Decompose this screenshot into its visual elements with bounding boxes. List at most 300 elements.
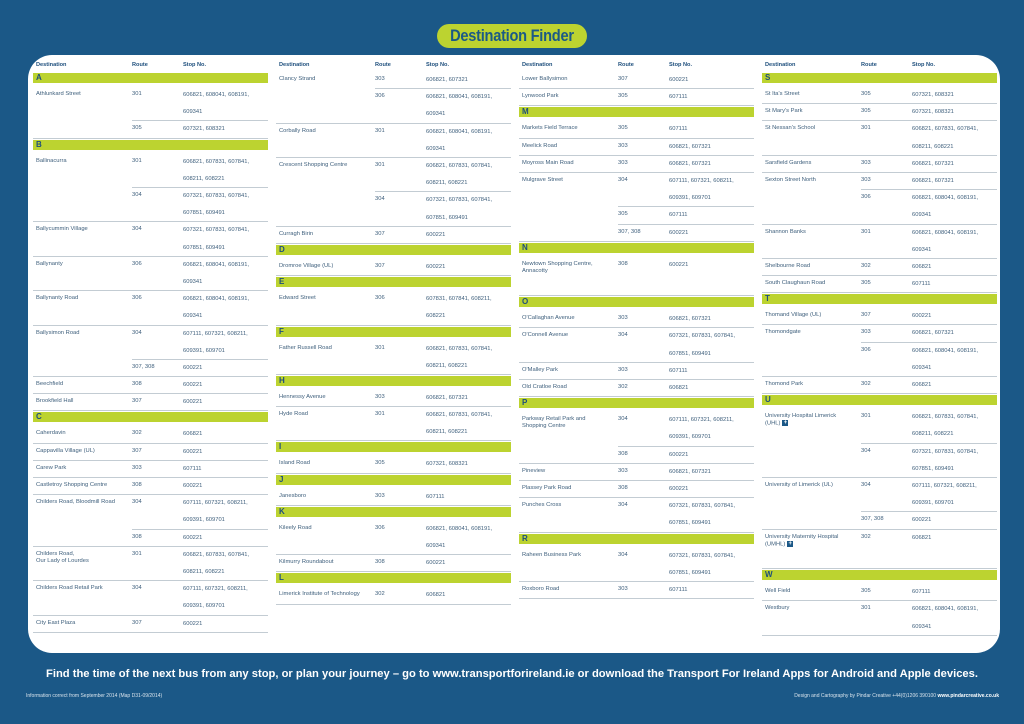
table-row[interactable] bbox=[519, 72, 754, 89]
destination-cell bbox=[519, 412, 618, 446]
stop-line: 606821, 607831, 607841, bbox=[912, 414, 979, 421]
stop-line: 607321, 607831, 607841, bbox=[669, 552, 736, 559]
destination-name: Ballinacurra bbox=[36, 157, 67, 164]
stop-line: 607111 bbox=[669, 212, 688, 219]
route-cell: 301 bbox=[861, 409, 912, 443]
table-row-continuation[interactable] bbox=[762, 343, 997, 377]
table-row-continuation[interactable] bbox=[519, 207, 754, 224]
route-cell: 301 bbox=[375, 158, 426, 192]
stop-line: 606821 bbox=[183, 431, 203, 438]
route-cell: 307 bbox=[861, 308, 912, 325]
stop-line: 608211, 608221 bbox=[426, 180, 468, 187]
stops-cell bbox=[183, 377, 268, 394]
destination-name: Lower Ballysimon bbox=[522, 76, 568, 82]
letter-heading: E bbox=[276, 277, 511, 287]
table-header bbox=[276, 58, 511, 72]
destination-name: Edward Street bbox=[279, 295, 316, 302]
table-row[interactable] bbox=[762, 325, 997, 342]
letter-heading: N bbox=[519, 243, 754, 253]
stops-cell bbox=[912, 409, 997, 443]
stop-line: 608211, 608221 bbox=[912, 143, 954, 150]
route-cell: 306 bbox=[375, 521, 426, 555]
route-cell: 307 bbox=[618, 72, 669, 89]
table-row-continuation[interactable] bbox=[33, 360, 268, 377]
table-row[interactable] bbox=[762, 259, 997, 276]
route-cell: 302 bbox=[618, 380, 669, 397]
route-cell: 303 bbox=[375, 489, 426, 506]
table-row[interactable] bbox=[762, 121, 997, 155]
destination-name: Ballynanty bbox=[36, 260, 63, 267]
stop-line: 606821, 607321 bbox=[669, 468, 711, 475]
stop-line: 607111, 607321, 608211, bbox=[183, 586, 248, 593]
hospital-icon: + bbox=[788, 540, 793, 547]
table-row[interactable] bbox=[33, 87, 268, 121]
stop-line: 600221 bbox=[183, 364, 203, 371]
stops-cell bbox=[912, 225, 997, 259]
hospital-icon: + bbox=[783, 420, 788, 427]
stops-cell bbox=[669, 412, 754, 446]
destination-cell bbox=[276, 521, 375, 555]
table-row[interactable] bbox=[762, 530, 997, 570]
destination-name: Brookfield Hall bbox=[36, 398, 74, 405]
table-row[interactable] bbox=[519, 481, 754, 498]
table-row[interactable] bbox=[33, 394, 268, 411]
stop-line: 607321, 607831, 607841, bbox=[183, 192, 250, 199]
letter-heading: H bbox=[276, 376, 511, 386]
stop-line: 606821, 608041, 608191, bbox=[183, 296, 250, 303]
destination-name: Island Road bbox=[279, 460, 310, 467]
destination-name: O'Malley Park bbox=[522, 366, 558, 373]
stop-line: 609341 bbox=[426, 145, 446, 152]
letter-heading: K bbox=[276, 507, 511, 517]
table-row[interactable] bbox=[33, 478, 268, 495]
header-route: Route bbox=[375, 62, 391, 68]
table-row[interactable] bbox=[762, 478, 997, 512]
destination-cell bbox=[276, 259, 375, 276]
stop-line: 609341 bbox=[912, 246, 932, 253]
table-row-continuation[interactable] bbox=[33, 188, 268, 222]
stop-line: 607111 bbox=[912, 281, 931, 288]
destination-cell bbox=[762, 87, 861, 104]
table-row[interactable] bbox=[762, 308, 997, 325]
route-cell: 307 bbox=[132, 616, 183, 633]
letter-heading: A bbox=[33, 73, 268, 83]
destination-name: University Maternity Hospital bbox=[765, 533, 839, 540]
destination-name: Father Russell Road bbox=[279, 344, 332, 351]
table-row-continuation[interactable] bbox=[33, 530, 268, 547]
destination-cell bbox=[762, 156, 861, 173]
stops-cell bbox=[426, 521, 511, 555]
stops-cell bbox=[669, 207, 754, 224]
stops-cell bbox=[426, 227, 511, 244]
destination-name: O'Callaghan Avenue bbox=[522, 315, 575, 322]
stop-line: 600221 bbox=[183, 534, 203, 541]
stop-line: 607321, 607831, 607841, bbox=[426, 197, 493, 204]
stop-line: 607111, 607321, 608211, bbox=[912, 483, 977, 490]
table-row[interactable] bbox=[519, 311, 754, 328]
table-row[interactable] bbox=[762, 87, 997, 104]
stops-cell bbox=[669, 582, 754, 599]
table-row[interactable] bbox=[762, 173, 997, 190]
destination-name: Roxboro Road bbox=[522, 585, 560, 592]
stop-line: 607851, 609491 bbox=[912, 465, 954, 472]
destination-name-line2: Shopping Centre bbox=[522, 423, 566, 430]
route-cell: 307 bbox=[375, 259, 426, 276]
table-row[interactable] bbox=[33, 377, 268, 394]
stops-cell bbox=[426, 587, 511, 604]
destination-cell bbox=[33, 616, 132, 633]
stop-line: 607321, 607831, 607841, bbox=[669, 503, 736, 510]
stops-cell bbox=[912, 276, 997, 293]
table-row[interactable] bbox=[276, 521, 511, 555]
route-cell: 301 bbox=[132, 547, 183, 581]
stops-cell bbox=[912, 325, 997, 342]
route-cell: 303 bbox=[618, 363, 669, 380]
destination-cell bbox=[276, 89, 375, 123]
stop-line: 600221 bbox=[183, 483, 203, 490]
table-row[interactable] bbox=[276, 390, 511, 407]
route-cell: 303 bbox=[861, 173, 912, 190]
destination-name: Old Cratloe Road bbox=[522, 384, 567, 391]
table-row[interactable] bbox=[762, 377, 997, 394]
stop-line: 607851, 609491 bbox=[669, 350, 711, 357]
stop-line: 606821 bbox=[669, 385, 689, 392]
destination-name: St Ita's Street bbox=[765, 91, 800, 97]
stops-cell bbox=[183, 291, 268, 325]
destination-cell bbox=[762, 325, 861, 342]
stop-line: 600221 bbox=[912, 313, 932, 320]
table-row[interactable] bbox=[276, 124, 511, 158]
destination-cell bbox=[762, 444, 861, 478]
table-row-continuation[interactable] bbox=[33, 121, 268, 138]
stops-cell bbox=[912, 343, 997, 377]
destination-cell bbox=[519, 72, 618, 89]
route-cell: 304 bbox=[132, 222, 183, 256]
stops-cell bbox=[183, 360, 268, 377]
table-row[interactable] bbox=[276, 72, 511, 89]
stops-cell bbox=[183, 394, 268, 411]
table-row[interactable] bbox=[33, 581, 268, 615]
stop-line: 608211, 608221 bbox=[426, 429, 468, 436]
destination-cell bbox=[276, 124, 375, 158]
table-row[interactable] bbox=[762, 601, 997, 635]
destination-cell bbox=[519, 311, 618, 328]
destination-name: University of Limerick (UL) bbox=[765, 482, 833, 489]
destination-cell bbox=[519, 257, 618, 297]
table-row[interactable] bbox=[33, 326, 268, 360]
route-cell: 306 bbox=[132, 257, 183, 291]
stop-line: 607321, 607831, 607841, bbox=[669, 333, 736, 340]
stop-line: 600221 bbox=[183, 382, 203, 389]
table-row-continuation[interactable] bbox=[276, 89, 511, 123]
table-row[interactable] bbox=[519, 548, 754, 582]
table-row[interactable] bbox=[33, 444, 268, 461]
destination-name: St Mary's Park bbox=[765, 108, 803, 115]
route-cell: 301 bbox=[861, 121, 912, 155]
table-row[interactable] bbox=[276, 456, 511, 473]
credit-url[interactable]: www.pindarcreative.co.uk bbox=[937, 693, 999, 699]
table-row[interactable] bbox=[276, 587, 511, 604]
table-row[interactable] bbox=[33, 426, 268, 443]
destination-cell bbox=[519, 481, 618, 498]
table-row[interactable] bbox=[762, 104, 997, 121]
destination-name: Kilmurry Roundabout bbox=[279, 559, 334, 566]
destination-cell bbox=[762, 173, 861, 190]
route-cell: 303 bbox=[618, 156, 669, 173]
table-row[interactable] bbox=[519, 582, 754, 599]
table-row[interactable] bbox=[519, 412, 754, 446]
stops-cell bbox=[912, 530, 997, 570]
stops-cell bbox=[669, 328, 754, 362]
destination-name: Shannon Banks bbox=[765, 228, 806, 235]
table-row[interactable] bbox=[33, 495, 268, 529]
route-cell: 303 bbox=[861, 325, 912, 342]
table-row[interactable] bbox=[519, 89, 754, 106]
route-cell: 308 bbox=[132, 478, 183, 495]
stop-line: 600221 bbox=[183, 620, 203, 627]
table-row[interactable] bbox=[276, 555, 511, 572]
header-route: Route bbox=[861, 62, 877, 68]
table-row[interactable] bbox=[762, 225, 997, 259]
destination-cell bbox=[276, 587, 375, 604]
route-cell: 302 bbox=[861, 377, 912, 394]
stops-cell bbox=[183, 188, 268, 222]
table-row[interactable] bbox=[519, 328, 754, 362]
destination-cell bbox=[519, 363, 618, 380]
route-cell: 305 bbox=[618, 89, 669, 106]
stop-line: 606821 bbox=[912, 534, 932, 541]
table-row[interactable] bbox=[519, 173, 754, 207]
page-title-text: Destination Finder bbox=[450, 26, 574, 45]
stops-cell bbox=[669, 225, 754, 242]
stop-line: 607111 bbox=[912, 589, 931, 596]
table-row[interactable] bbox=[519, 464, 754, 481]
destination-name: Athlunkard Street bbox=[36, 91, 81, 97]
stop-line: 607111, 607321, 608211, bbox=[669, 417, 734, 424]
stops-cell bbox=[669, 481, 754, 498]
stops-cell bbox=[183, 257, 268, 291]
destination-name-line2: Our Lady of Lourdes bbox=[36, 557, 89, 564]
table-row[interactable] bbox=[762, 276, 997, 293]
route-cell: 307 bbox=[132, 394, 183, 411]
stops-cell bbox=[426, 124, 511, 158]
stop-line: 600221 bbox=[426, 263, 446, 270]
stop-line: 606821, 607831, 607841, bbox=[183, 551, 250, 558]
table-row[interactable] bbox=[519, 121, 754, 138]
stop-line: 609341 bbox=[426, 543, 446, 550]
stop-line: 607851, 609491 bbox=[669, 569, 711, 576]
stop-line: 607321, 607831, 607841, bbox=[183, 227, 250, 234]
letter-heading: R bbox=[519, 534, 754, 544]
route-cell: 304 bbox=[618, 498, 669, 532]
letter-heading: J bbox=[276, 475, 511, 485]
table-column bbox=[762, 58, 997, 636]
stop-line: 600221 bbox=[912, 517, 932, 524]
route-cell: 304 bbox=[861, 478, 912, 512]
stop-line: 600221 bbox=[426, 231, 446, 238]
route-cell: 307 bbox=[375, 227, 426, 244]
stop-line: 607321, 608321 bbox=[912, 109, 954, 116]
route-cell: 306 bbox=[375, 89, 426, 123]
route-cell: 306 bbox=[375, 291, 426, 325]
route-cell: 301 bbox=[861, 225, 912, 259]
route-cell: 303 bbox=[618, 582, 669, 599]
table-row[interactable] bbox=[33, 616, 268, 633]
table-row-continuation[interactable] bbox=[762, 512, 997, 529]
route-cell: 305 bbox=[861, 87, 912, 104]
route-cell: 304 bbox=[132, 581, 183, 615]
table-header bbox=[519, 58, 754, 72]
stops-cell bbox=[912, 87, 997, 104]
stop-line: 600221 bbox=[669, 485, 689, 492]
table-row[interactable] bbox=[33, 461, 268, 478]
destination-name: Meelick Road bbox=[522, 142, 558, 149]
stops-cell bbox=[912, 156, 997, 173]
route-cell: 305 bbox=[618, 121, 669, 138]
destination-cell bbox=[762, 343, 861, 377]
stop-line: 606821, 607321 bbox=[426, 77, 468, 83]
destination-cell bbox=[519, 207, 618, 224]
stop-line: 606821 bbox=[912, 382, 932, 389]
table-row[interactable] bbox=[33, 222, 268, 256]
table-row[interactable] bbox=[519, 380, 754, 397]
table-row-continuation[interactable] bbox=[519, 225, 754, 242]
table-row[interactable] bbox=[519, 257, 754, 297]
stop-line: 606821, 607831, 607841, bbox=[426, 345, 493, 352]
route-cell: 304 bbox=[618, 548, 669, 582]
stop-line: 609341 bbox=[183, 278, 203, 285]
letter-heading: T bbox=[762, 294, 997, 304]
destination-name: Hyde Road bbox=[279, 411, 309, 418]
destination-cell bbox=[519, 464, 618, 481]
table-row-continuation[interactable] bbox=[762, 444, 997, 478]
route-cell: 304 bbox=[861, 444, 912, 478]
stop-line: 609341 bbox=[912, 212, 932, 219]
stops-cell bbox=[912, 259, 997, 276]
table-row-continuation[interactable] bbox=[519, 447, 754, 464]
stops-cell bbox=[426, 456, 511, 473]
stop-line: 600221 bbox=[669, 77, 689, 83]
destination-name: City East Plaza bbox=[36, 619, 76, 626]
route-cell: 308 bbox=[132, 377, 183, 394]
stop-line: 606821, 608041, 608191, bbox=[426, 94, 493, 101]
destination-cell bbox=[762, 308, 861, 325]
destination-cell bbox=[762, 259, 861, 276]
stop-line: 606821, 607831, 607841, bbox=[912, 126, 979, 133]
route-cell: 303 bbox=[375, 390, 426, 407]
destination-name: Childers Road, bbox=[36, 550, 75, 557]
route-cell: 304 bbox=[375, 192, 426, 226]
destination-name: Beechfield bbox=[36, 381, 64, 388]
table-row[interactable] bbox=[762, 409, 997, 443]
stops-cell bbox=[183, 616, 268, 633]
stops-cell bbox=[669, 464, 754, 481]
header-destination: Destination bbox=[279, 62, 310, 68]
route-cell: 306 bbox=[861, 190, 912, 224]
stop-line: 609391, 609701 bbox=[669, 434, 711, 441]
destination-cell bbox=[519, 498, 618, 532]
credit-text: Design and Cartography by Pindar Creative +44(0)1206 390100 bbox=[794, 693, 937, 699]
stop-line: 600221 bbox=[669, 229, 689, 236]
table-row-continuation[interactable] bbox=[762, 190, 997, 224]
destination-cell bbox=[33, 360, 132, 377]
table-header bbox=[762, 58, 997, 72]
table-row[interactable] bbox=[276, 489, 511, 506]
destination-name: Parkway Retail Park and bbox=[522, 416, 586, 423]
stops-cell bbox=[183, 121, 268, 138]
stop-line: 609341 bbox=[426, 111, 446, 118]
table-row[interactable] bbox=[519, 498, 754, 532]
destination-name: Cappavilla Village (UL) bbox=[36, 447, 95, 454]
table-row[interactable] bbox=[276, 341, 511, 375]
stop-line: 607851, 609491 bbox=[426, 214, 468, 221]
destination-cell bbox=[519, 447, 618, 464]
stops-cell bbox=[912, 601, 997, 635]
letter-heading: W bbox=[762, 570, 997, 580]
destination-cell bbox=[33, 188, 132, 222]
stop-line: 600221 bbox=[669, 261, 689, 268]
destination-name: South Claughaun Road bbox=[765, 280, 826, 287]
stops-cell bbox=[426, 489, 511, 506]
route-cell: 307 bbox=[132, 444, 183, 461]
letter-heading: I bbox=[276, 442, 511, 452]
stop-line: 607831, 607841, 608211, bbox=[426, 296, 492, 303]
table-row[interactable] bbox=[33, 291, 268, 325]
route-cell: 301 bbox=[375, 341, 426, 375]
table-row[interactable] bbox=[519, 139, 754, 156]
stops-cell bbox=[183, 222, 268, 256]
table-row[interactable] bbox=[276, 291, 511, 325]
table-row[interactable] bbox=[276, 407, 511, 441]
table-column bbox=[519, 58, 754, 599]
stop-line: 606821, 607321 bbox=[912, 160, 954, 167]
stops-cell bbox=[183, 547, 268, 581]
table-row[interactable] bbox=[276, 158, 511, 192]
destination-name: University Hospital Limerick bbox=[765, 413, 837, 420]
table-row[interactable] bbox=[762, 156, 997, 173]
stop-line: 606821, 607321 bbox=[669, 316, 711, 323]
route-cell: 305 bbox=[375, 456, 426, 473]
route-cell: 301 bbox=[861, 601, 912, 635]
destination-cell bbox=[33, 394, 132, 411]
table-row[interactable] bbox=[33, 154, 268, 188]
destination-cell bbox=[762, 190, 861, 224]
destination-cell bbox=[276, 489, 375, 506]
table-row[interactable] bbox=[276, 227, 511, 244]
table-row[interactable] bbox=[276, 259, 511, 276]
route-cell: 302 bbox=[861, 530, 912, 570]
stops-cell bbox=[183, 87, 268, 121]
destination-name: Raheen Business Park bbox=[522, 551, 581, 558]
letter-heading: O bbox=[519, 297, 754, 307]
route-cell: 304 bbox=[618, 412, 669, 446]
table-row[interactable] bbox=[33, 257, 268, 291]
route-cell: 305 bbox=[861, 276, 912, 293]
table-row[interactable] bbox=[33, 547, 268, 581]
destination-cell bbox=[33, 377, 132, 394]
stop-line: 608221 bbox=[426, 313, 446, 320]
table-row[interactable] bbox=[519, 156, 754, 173]
footer-message: Find the time of the next bus from any stop, or plan your journey – go to www.transportforireland.ie or download the Transport For Ireland Apps for Android and Apple devices. bbox=[46, 668, 978, 680]
route-cell: 306 bbox=[861, 343, 912, 377]
stops-cell bbox=[183, 154, 268, 188]
table-row[interactable] bbox=[762, 584, 997, 601]
table-row[interactable] bbox=[519, 363, 754, 380]
table-row-continuation[interactable] bbox=[276, 192, 511, 226]
destination-cell bbox=[276, 227, 375, 244]
stop-line: 608211, 608221 bbox=[912, 431, 954, 438]
stop-line: 607111 bbox=[669, 367, 688, 374]
